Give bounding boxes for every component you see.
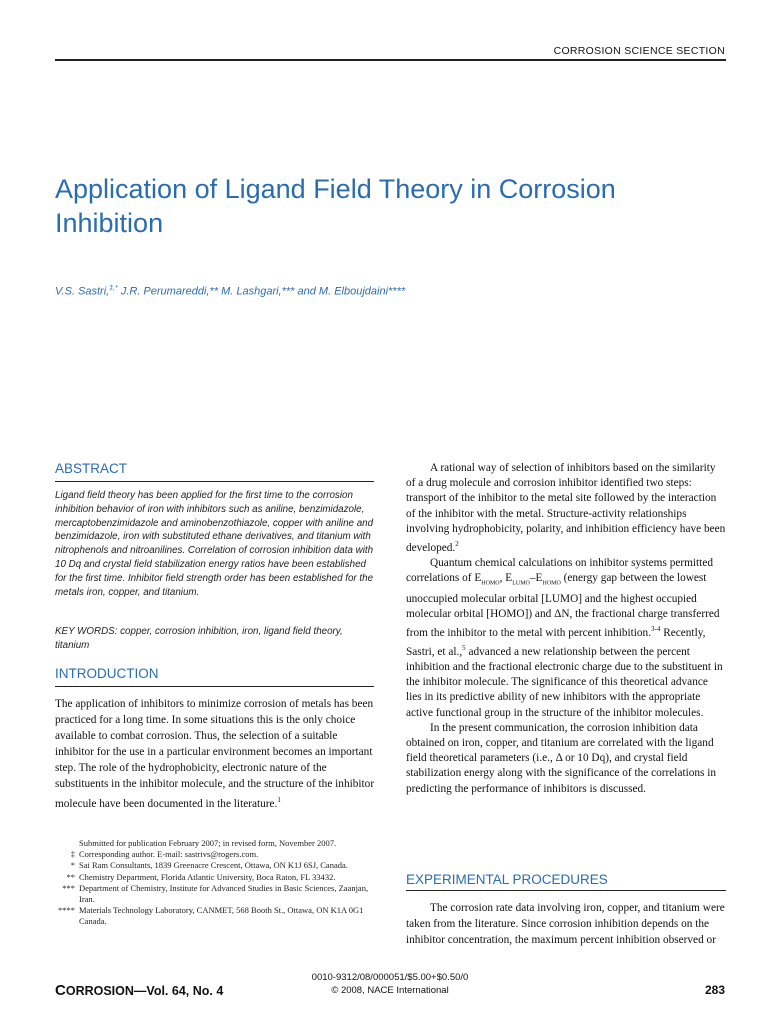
introduction-text [55, 696, 375, 812]
paragraph-text: Recently, Sastri, et al., [406, 626, 706, 658]
footnote [55, 905, 375, 927]
footer-code: 0010-9312/08/000051/$5.00+$0.50/0 [311, 972, 469, 983]
abstract-text: Ligand field theory has been applied for the first time to the corrosion inhibition behavior of iron with inhibitors such as aniline, benzimidazole, mercaptobenzimidazole and aminobenzothiazole, copper with aniline and benzimidazole, iron with substituted ethane derivatives, and titanium with nitrophenols and nitroanilines. Correlation of corrosion inhibition data with 10 Dq and crystal field stabilization energy ratios have been established for the first time. Inhibitor field strength order has been established for the metals iron, copper, and titanium. [55, 490, 374, 598]
footnote-mark: **** [58, 905, 75, 916]
footer-journal [55, 982, 223, 999]
running-header: CORROSION SCIENCE SECTION [553, 45, 725, 57]
footer-copyright: © 2008, NACE International [331, 985, 449, 996]
paragraph-text: –E [529, 572, 543, 585]
experimental-heading: EXPERIMENTAL PROCEDURES [406, 872, 608, 887]
footer-journal-initial: C [55, 982, 66, 999]
introduction-ref: 1 [277, 796, 281, 804]
header-rule [55, 59, 726, 61]
abstract-rule [55, 481, 374, 482]
reference-mark: 5 [462, 644, 466, 653]
author-list [55, 285, 725, 298]
experimental-rule [406, 890, 726, 891]
page-number: 283 [704, 983, 725, 997]
footnote [55, 872, 375, 883]
reference-mark: 2 [455, 540, 459, 549]
author-first: V.S. Sastri, [55, 285, 110, 298]
introduction-rule [55, 686, 374, 687]
paragraph-text: advanced a new relationship between the percent inhibition and the fractional electronic charge due to the substituent in the inhibitor molecule. The significance of this theoretical advance lies in its predictive ability of new inhibitors with the appropriate active functional group in the structure of the inhibitor molecules. [406, 645, 723, 719]
subscript: HOMO [542, 580, 561, 587]
introduction-body: The application of inhibitors to minimize corrosion of metals has been practiced for a long time. In some situations this is the only choice available to combat corrosion. Thus, the selection of a suitable inhibitor for the use in a particular environment becomes an important step. The role of the hydrophobicity, electronic nature of the substituents in the inhibitor molecule, and the structure of the inhibitor molecule have been documented in the literature. [55, 698, 375, 810]
footnote [55, 860, 375, 871]
footnote-text: Chemistry Department, Florida Atlantic University, Boca Raton, FL 33432. [79, 871, 336, 882]
experimental-text: The corrosion rate data involving iron, copper, and titanium were taken from the literature. Since corrosion inhibition depends on the inhibitor concentration, the maximum percent inhibition observed or [406, 902, 725, 946]
footnote-mark: *** [62, 882, 75, 893]
right-column-text [406, 461, 726, 797]
footnote-text: Corresponding author. E-mail: sastrivs@rogers.com. [79, 849, 259, 860]
author-rest: J.R. Perumareddi,** M. Lashgari,*** and M. Elboujdaini**** [117, 285, 406, 298]
footer-copyright-block [250, 971, 530, 997]
footnote-text: Submitted for publication February 2007; in revised form, November 2007. [79, 838, 337, 848]
keywords: KEY WORDS: copper, corrosion inhibition, iron, ligand field theory, titanium [55, 626, 343, 651]
footnote-text: Materials Technology Laboratory, CANMET, 568 Booth St., Ottawa, ON K1A 0G1 Canada. [79, 905, 364, 927]
footnote [55, 849, 375, 860]
footnote-mark [55, 838, 79, 849]
reference-mark: 3-4 [651, 625, 661, 634]
subscript: LUMO [512, 580, 530, 587]
footnote [55, 838, 375, 849]
footnotes [55, 838, 375, 928]
author-first-marks: ‡,* [109, 285, 118, 292]
introduction-heading: INTRODUCTION [55, 666, 159, 681]
paragraph-quantum-chemical [406, 556, 726, 721]
footnote-mark: * [70, 860, 75, 871]
article-title: Application of Ligand Field Theory in Corrosion Inhibition [55, 174, 616, 238]
footnote-mark: ‡ [70, 849, 75, 860]
footer-journal-rest: ORROSION—Vol. 64, No. 4 [65, 984, 224, 998]
paragraph-text: , E [499, 572, 513, 585]
footnote-text: Sai Ram Consultants, 1839 Greenacre Crescent, Ottawa, ON K1J 6SJ, Canada. [79, 860, 348, 871]
footnote-mark: ** [66, 871, 75, 882]
footnote-text: Department of Chemistry, Institute for Advanced Studies in Basic Sciences, Zaanjan, Iran. [79, 882, 369, 905]
subscript: HOMO [481, 580, 500, 587]
abstract-heading: ABSTRACT [55, 461, 128, 476]
paragraph-text: Quantum chemical calculations on inhibitor systems permitted correlations of E [406, 556, 713, 585]
paragraph-text: (energy gap between the lowest unoccupied molecular orbital [LUMO] and the highest occupied molecular orbital [HOMO]) and ΔN, the fractional charge transferred from the inhibitor to the metal with percent inhibition. [406, 572, 720, 639]
paragraph-rational-selection [406, 461, 726, 556]
footnote [55, 883, 375, 905]
paragraph-text: A rational way of selection of inhibitors based on the similarity of a drug molecule and corrosion inhibitor identified two steps: transport of the inhibitor to the metal site followed by the interaction of the inhibitor with the metal. Structure-activity relationships involving hydrophobicity, polarity, and inhibition efficiency have been developed. [406, 462, 726, 554]
paragraph-present-communication: In the present communication, the corrosion inhibition data obtained on iron, copper, and titanium are correlated with the ligand field theoretical parameters (i.e., Δ or 10 Dq), and crystal field stabilization energy along with the significance of the correlations in predicting the performance of inhibitors is discussed. [406, 721, 717, 795]
